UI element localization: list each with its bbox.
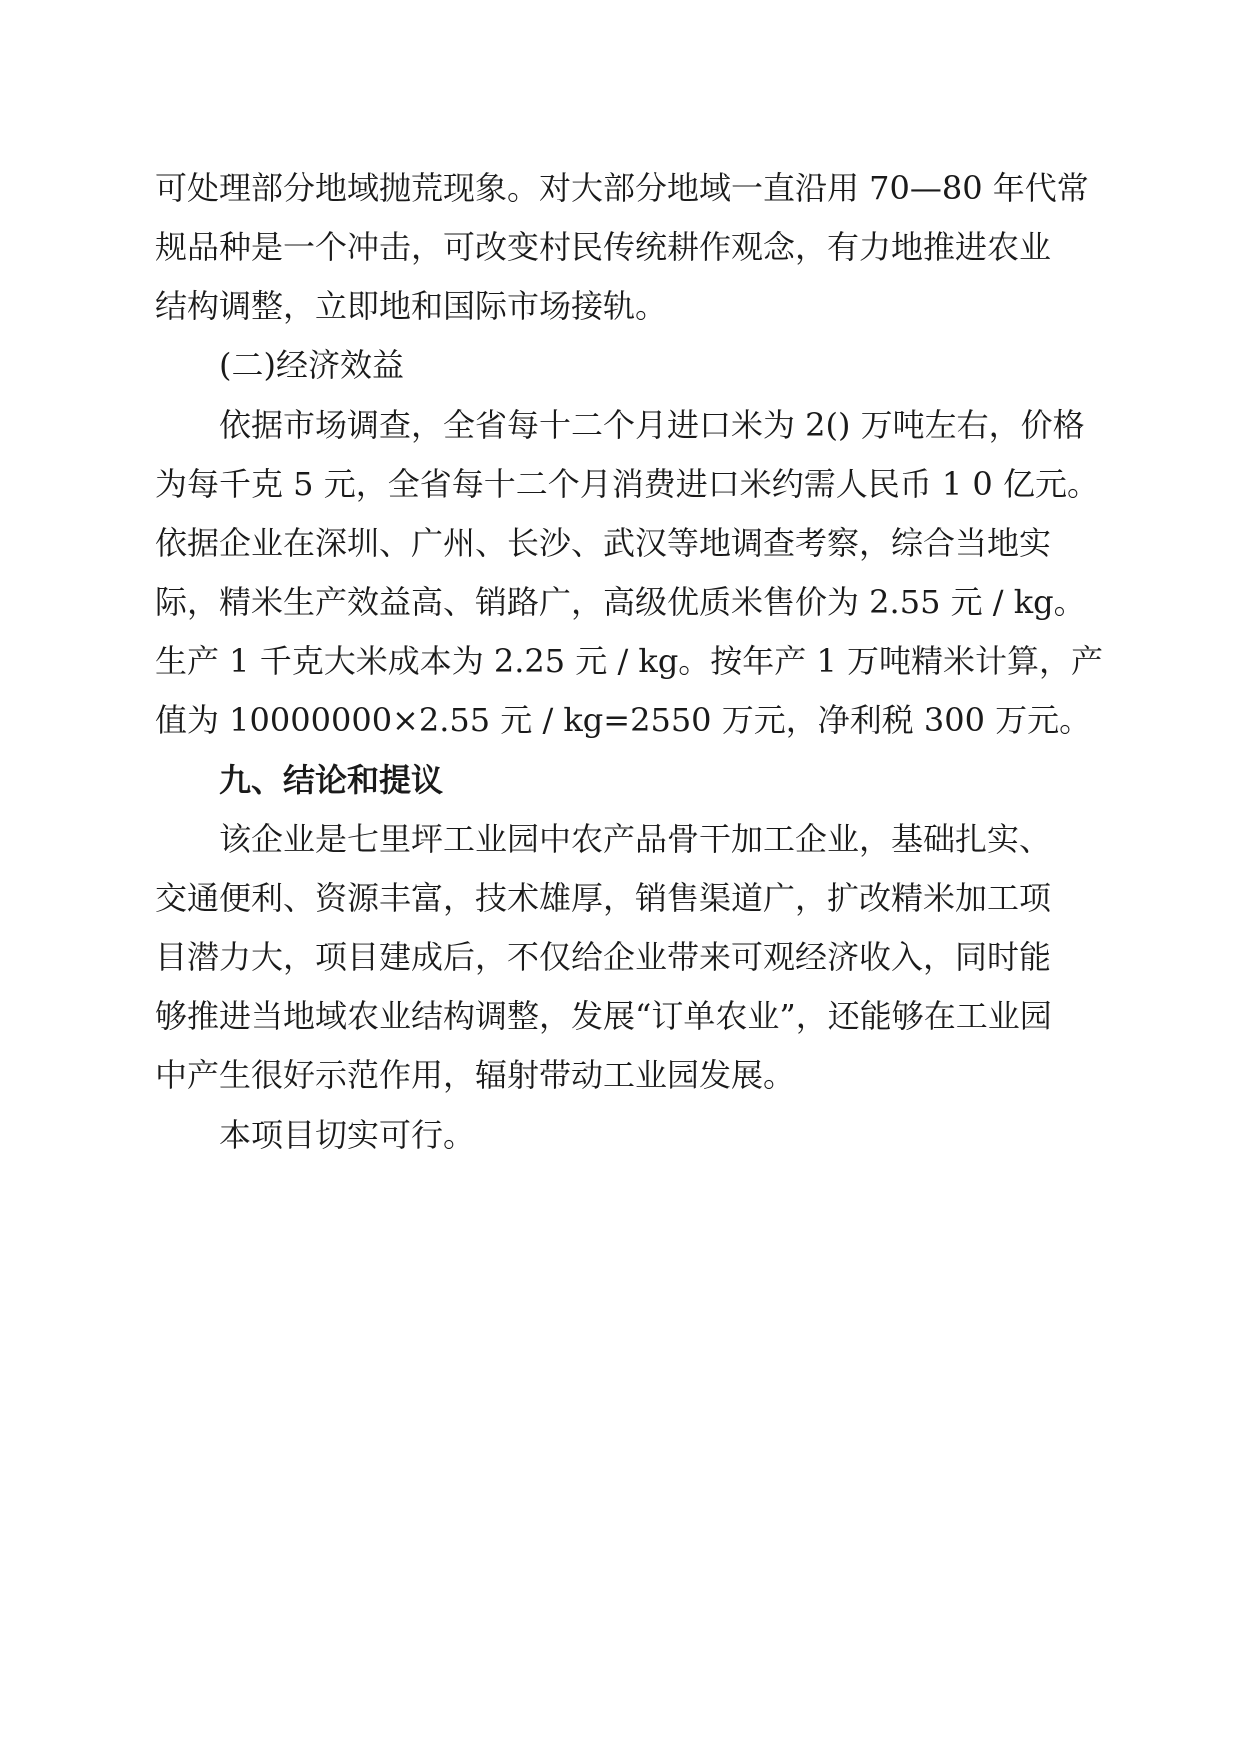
- paragraph-line: 中产生很好示范作用，辐射带动工业园发展。: [155, 1056, 796, 1094]
- paragraph-line: 生产 1 千克大米成本为 2.25 元 / kg。按年产 1 万吨精米计算，产: [155, 642, 1104, 680]
- paragraph-line: 该企业是七里坪工业园中农产品骨干加工企业，基础扎实、: [219, 820, 1052, 858]
- section-heading: 九、结论和提议: [219, 761, 444, 799]
- paragraph-line: 够推进当地域农业结构调整，发展“订单农业”，还能够在工业园: [155, 997, 1052, 1035]
- paragraph-line: 规品种是一个冲击，可改变村民传统耕作观念，有力地推进农业: [155, 228, 1052, 266]
- paragraph-line: 依据企业在深圳、广州、长沙、武汉等地调查考察，综合当地实: [155, 524, 1052, 562]
- paragraph-line: 交通便利、资源丰富，技术雄厚，销售渠道广，扩改精米加工项: [155, 879, 1052, 917]
- paragraph-line: 为每千克 5 元，全省每十二个月消费进口米约需人民币 1 0 亿元。: [155, 465, 1099, 503]
- paragraph-line: 目潜力大，项目建成后，不仅给企业带来可观经济收入，同时能: [155, 938, 1052, 976]
- paragraph-line: 际，精米生产效益高、销路广，高级优质米售价为 2.55 元 / kg。: [155, 583, 1086, 621]
- closing-statement: 本项目切实可行。: [219, 1116, 476, 1154]
- paragraph-line: 值为 10000000×2.55 元 / kg=2550 万元，净利税 300 万元。: [155, 701, 1092, 739]
- subsection-heading: (二)经济效益: [219, 346, 404, 384]
- paragraph-line: 可处理部分地域抛荒现象。对大部分地域一直沿用 70—80 年代常: [155, 169, 1089, 207]
- paragraph-line: 结构调整，立即地和国际市场接轨。: [155, 287, 668, 325]
- paragraph-line: 依据市场调查，全省每十二个月进口米为 2() 万吨左右，价格: [219, 406, 1085, 444]
